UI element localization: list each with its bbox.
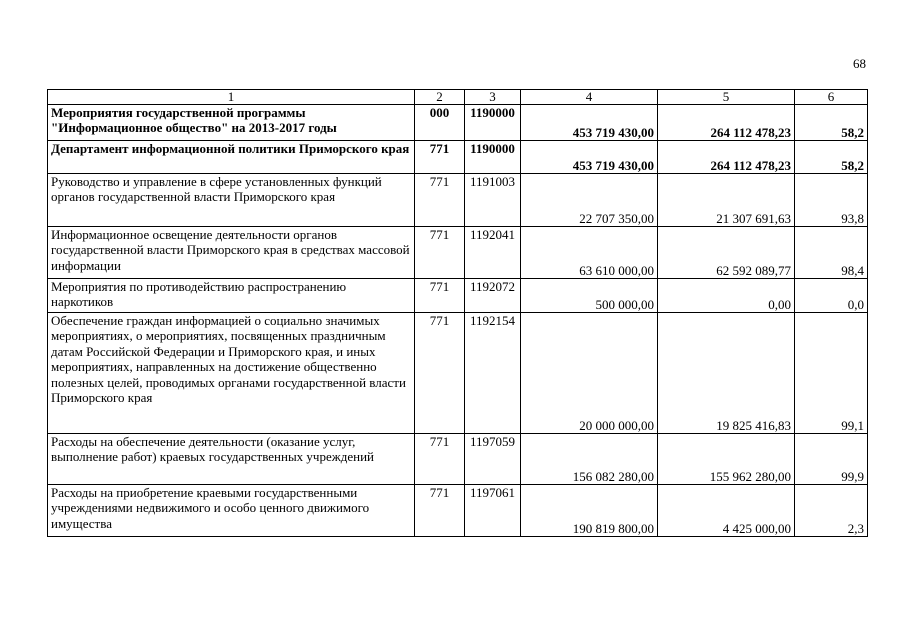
row-code-cell: 771 xyxy=(415,279,465,313)
row-percent-cell: 58,2 xyxy=(795,141,868,174)
column-number-row xyxy=(48,90,868,105)
table-row xyxy=(48,485,868,537)
table-row xyxy=(48,174,868,227)
row-plan-amount-cell: 156 082 280,00 xyxy=(521,434,658,485)
column-header-4: 4 xyxy=(521,90,658,105)
column-header-1: 1 xyxy=(48,90,415,105)
row-plan-amount-cell: 63 610 000,00 xyxy=(521,227,658,279)
row-target-code-cell: 1192072 xyxy=(465,279,521,313)
row-actual-amount-cell: 4 425 000,00 xyxy=(658,485,795,537)
row-name-cell: Обеспечение граждан информацией о социально значимых мероприятиях, о мероприятиях, посвященных праздничным датам Российской Федерации и Приморского края, и иных мероприятиях, направленных на достижение общественно полезных целей, проводимых органами государственной власти Приморского края xyxy=(48,313,415,434)
table-row xyxy=(48,141,868,174)
row-actual-amount-cell: 62 592 089,77 xyxy=(658,227,795,279)
row-plan-amount-cell: 20 000 000,00 xyxy=(521,313,658,434)
table-row xyxy=(48,279,868,313)
row-percent-cell: 93,8 xyxy=(795,174,868,227)
row-name-cell: Расходы на обеспечение деятельности (оказание услуг, выполнение работ) краевых государственных учреждений xyxy=(48,434,415,485)
row-target-code-cell: 1191003 xyxy=(465,174,521,227)
row-percent-cell: 98,4 xyxy=(795,227,868,279)
row-name-cell: Руководство и управление в сфере установленных функций органов государственной власти Приморского края xyxy=(48,174,415,227)
row-code-cell: 771 xyxy=(415,141,465,174)
row-name-cell: Департамент информационной политики Приморского края xyxy=(48,141,415,174)
column-header-3: 3 xyxy=(465,90,521,105)
row-target-code-cell: 1190000 xyxy=(465,141,521,174)
table-row xyxy=(48,105,868,141)
column-header-2: 2 xyxy=(415,90,465,105)
row-plan-amount-cell: 500 000,00 xyxy=(521,279,658,313)
row-code-cell: 771 xyxy=(415,227,465,279)
column-header-5: 5 xyxy=(658,90,795,105)
row-target-code-cell: 1190000 xyxy=(465,105,521,141)
row-code-cell: 000 xyxy=(415,105,465,141)
row-plan-amount-cell: 190 819 800,00 xyxy=(521,485,658,537)
row-target-code-cell: 1197059 xyxy=(465,434,521,485)
row-target-code-cell: 1192041 xyxy=(465,227,521,279)
row-code-cell: 771 xyxy=(415,174,465,227)
row-percent-cell: 99,1 xyxy=(795,313,868,434)
row-actual-amount-cell: 19 825 416,83 xyxy=(658,313,795,434)
row-percent-cell: 58,2 xyxy=(795,105,868,141)
row-percent-cell: 0,0 xyxy=(795,279,868,313)
row-target-code-cell: 1197061 xyxy=(465,485,521,537)
table-row xyxy=(48,434,868,485)
row-percent-cell: 2,3 xyxy=(795,485,868,537)
row-name-cell: Расходы на приобретение краевыми государственными учреждениями недвижимого и особо ценного движимого имущества xyxy=(48,485,415,537)
page-number: 68 xyxy=(853,56,866,71)
row-actual-amount-cell: 0,00 xyxy=(658,279,795,313)
row-actual-amount-cell: 264 112 478,23 xyxy=(658,141,795,174)
table-body xyxy=(48,105,868,537)
table-row xyxy=(48,313,868,434)
row-actual-amount-cell: 264 112 478,23 xyxy=(658,105,795,141)
row-code-cell: 771 xyxy=(415,434,465,485)
row-plan-amount-cell: 22 707 350,00 xyxy=(521,174,658,227)
row-plan-amount-cell: 453 719 430,00 xyxy=(521,105,658,141)
row-name-cell: Мероприятия государственной программы "Информационное общество" на 2013-2017 годы xyxy=(48,105,415,141)
row-actual-amount-cell: 21 307 691,63 xyxy=(658,174,795,227)
row-code-cell: 771 xyxy=(415,313,465,434)
row-target-code-cell: 1192154 xyxy=(465,313,521,434)
table-row xyxy=(48,227,868,279)
row-actual-amount-cell: 155 962 280,00 xyxy=(658,434,795,485)
budget-table xyxy=(47,89,868,537)
row-plan-amount-cell: 453 719 430,00 xyxy=(521,141,658,174)
row-name-cell: Информационное освещение деятельности органов государственной власти Приморского края в средствах массовой информации xyxy=(48,227,415,279)
row-code-cell: 771 xyxy=(415,485,465,537)
column-header-6: 6 xyxy=(795,90,868,105)
row-percent-cell: 99,9 xyxy=(795,434,868,485)
row-name-cell: Мероприятия по противодействию распространению наркотиков xyxy=(48,279,415,313)
